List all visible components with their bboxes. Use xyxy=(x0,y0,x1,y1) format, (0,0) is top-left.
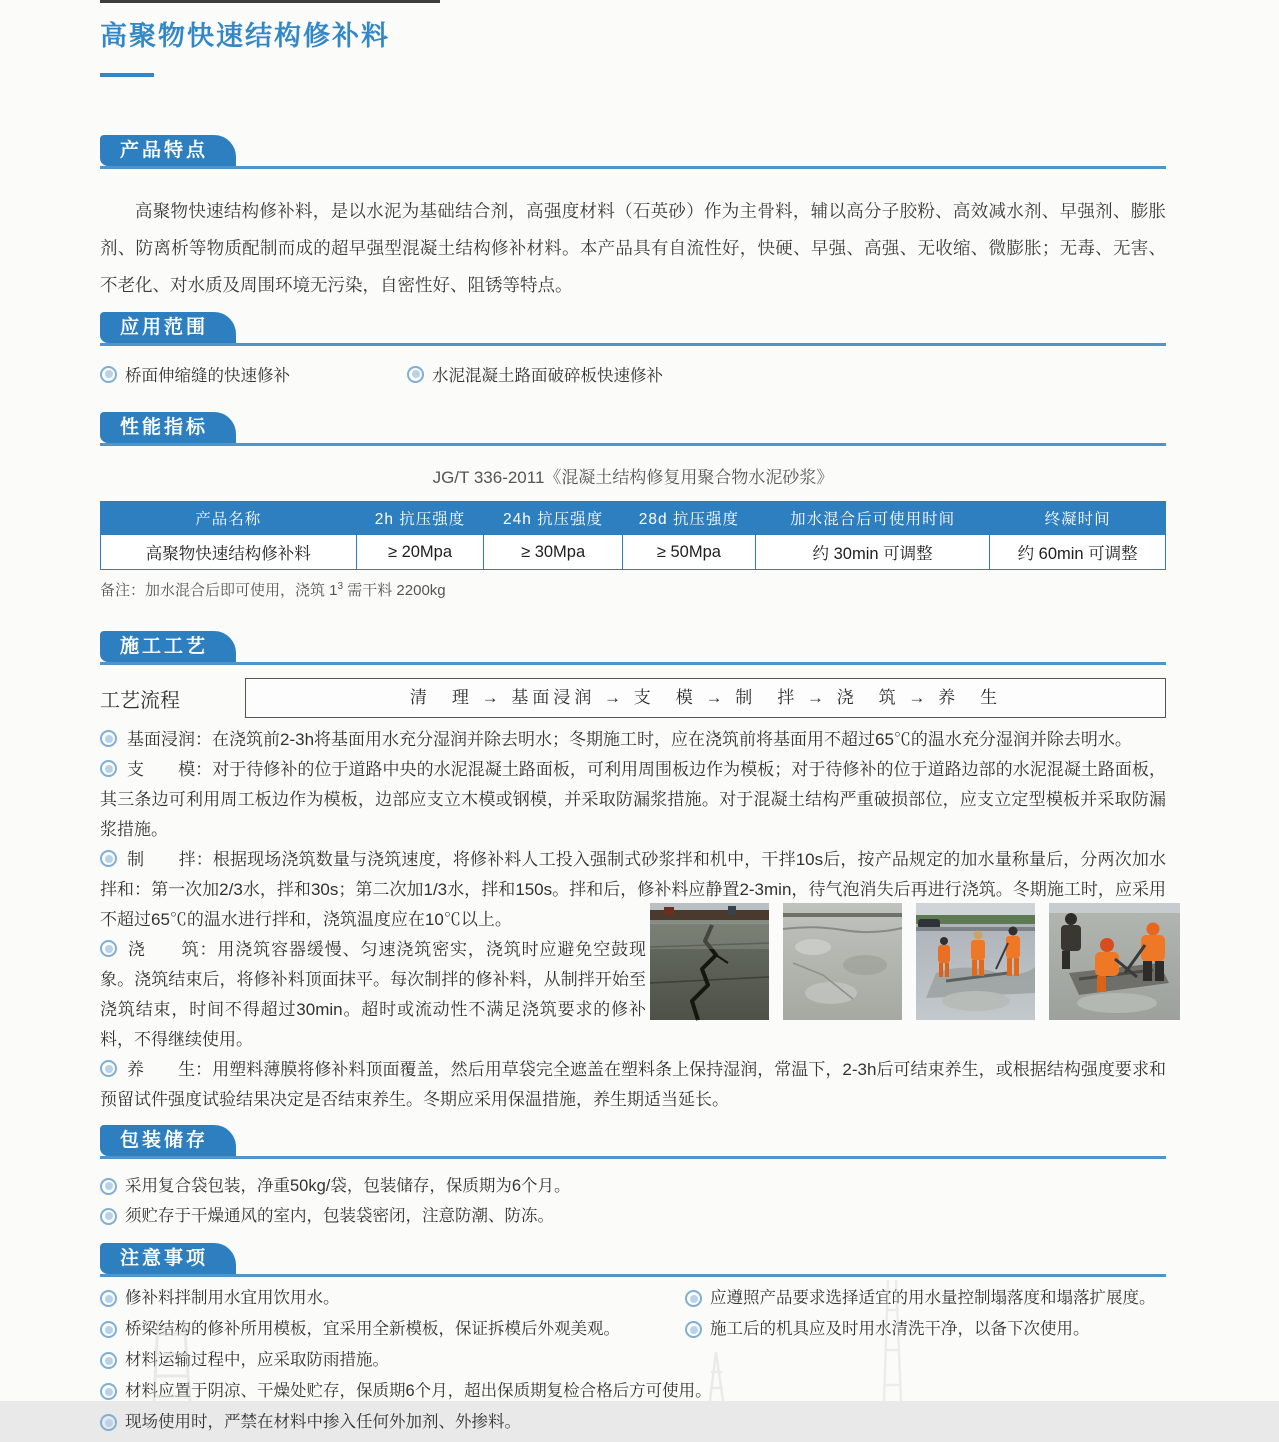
cell-final-set-time: 约 60min 可调整 xyxy=(990,535,1166,570)
col-header-28d-strength: 28d 抗压强度 xyxy=(622,502,755,535)
ring-bullet-icon xyxy=(100,366,117,383)
process-step-text: 支 模：对于待修补的位于道路中央的水泥混凝土路面板，可利用周围板边作为模板；对于待修补的位于道路边部的水泥混凝土路面板，其三条边可利用周工板边作为模板，边部应支立木模或钢模，并采取防漏浆措施。对于混凝土结构严重破损部位，应支立定型模板并采取防漏浆措施。 xyxy=(100,760,1166,839)
section-tab-features: 产品特点 xyxy=(100,135,236,166)
packaging-item-label: 须贮存于干燥通风的室内，包装袋密闭，注意防潮、防冻。 xyxy=(125,1207,554,1225)
cell-28d-strength: ≥ 50Mpa xyxy=(622,535,755,570)
cell-product-name: 高聚物快速结构修补料 xyxy=(101,535,357,570)
section-tab-performance: 性能指标 xyxy=(100,412,236,443)
application-item-label: 桥面伸缩缝的快速修补 xyxy=(125,367,290,385)
ring-bullet-icon xyxy=(100,1321,117,1338)
cell-usable-time: 约 30min 可调整 xyxy=(755,535,989,570)
notes-columns xyxy=(100,1287,1166,1433)
list-item xyxy=(100,1171,1166,1201)
note-item-label: 现场使用时，严禁在材料中掺入任何外加剂、外掺料。 xyxy=(125,1413,521,1431)
ring-bullet-icon xyxy=(100,1383,117,1400)
table-note xyxy=(100,579,1166,600)
list-item xyxy=(685,1287,1156,1309)
col-header-product-name: 产品名称 xyxy=(101,502,357,535)
table-note-suffix: 需干料 2200kg xyxy=(343,582,446,599)
ring-bullet-icon xyxy=(100,940,117,957)
process-step-pouring xyxy=(100,935,646,1055)
col-header-24h-strength: 24h 抗压强度 xyxy=(484,502,622,535)
title-underline xyxy=(100,73,154,77)
process-step-text: 制 拌：根据现场浇筑数量与浇筑速度，将修补料人工投入强制式砂浆拌和机中，干拌10s后，按产品规定的加水量称量后，分两次加水拌和：第一次加2/3水，拌和30s；第二次加1/3水，拌和150s。拌和后，修补料应静置2-3min，待气泡消失后再进行浇筑。冬期施工时，应采用不超过65℃的温水进行拌和，浇筑温度应在10℃以上。 xyxy=(100,850,1166,929)
watermark-sketch xyxy=(140,1320,210,1401)
process-flow-row xyxy=(100,678,1166,718)
process-step-text: 养 生：用塑料薄膜将修补料顶面覆盖，然后用草袋完全遮盖在塑料条上保持湿润，常温下，2-3h后可结束养生，或根据结构强度要求和预留试件强度试验结果决定是否结束养生。冬期应采用保温措施，养生期适当延长。 xyxy=(100,1060,1166,1109)
section-header-process xyxy=(100,631,1166,665)
ring-bullet-icon xyxy=(685,1290,702,1307)
cracked-pavement-photo xyxy=(650,903,769,1020)
ring-bullet-icon xyxy=(100,1290,117,1307)
section-header-applications xyxy=(100,312,1166,346)
notes-right-column xyxy=(685,1287,1156,1349)
ring-bullet-icon xyxy=(100,730,117,747)
performance-table-header-row xyxy=(101,502,1166,535)
performance-table xyxy=(100,501,1166,570)
section-tab-applications: 应用范围 xyxy=(100,312,236,343)
process-step-soaking xyxy=(100,725,1166,755)
list-item xyxy=(100,1201,1166,1231)
note-item-label: 应遵照产品要求选择适宜的用水量控制塌落度和塌落扩展度。 xyxy=(710,1289,1156,1307)
ring-bullet-icon xyxy=(100,1352,117,1369)
list-item xyxy=(100,1380,1166,1402)
applications-list xyxy=(100,362,1166,386)
note-item-label: 施工后的机具应及时用水清洗干净，以备下次使用。 xyxy=(710,1320,1090,1338)
standard-reference: JG/T 336-2011《混凝土结构修复用聚合物水泥砂浆》 xyxy=(432,468,834,487)
table-note-prefix: 备注：加水混合后即可使用，浇筑 1 xyxy=(100,582,338,599)
packaging-list xyxy=(100,1171,1166,1231)
ring-bullet-icon xyxy=(100,850,117,867)
page-title: 高聚物快速结构修补料 xyxy=(100,21,390,51)
section-header-packaging xyxy=(100,1125,1166,1159)
cell-2h-strength: ≥ 20Mpa xyxy=(356,535,484,570)
application-item xyxy=(407,362,663,386)
section-header-features xyxy=(100,135,1166,169)
col-header-2h-strength: 2h 抗压强度 xyxy=(356,502,484,535)
process-step-text: 基面浸润：在浇筑前2-3h将基面用水充分湿润并除去明水；冬期施工时，应在浇筑前将基面用不超过65℃的温水充分湿润并除去明水。 xyxy=(127,730,1132,749)
note-item-label: 桥梁结构的修补所用模板，宜采用全新模板，保证拆模后外观美观。 xyxy=(125,1320,620,1338)
construction-photo-strip xyxy=(650,903,1166,1020)
process-flow-label: 工艺流程 xyxy=(100,689,180,712)
road-repair-workers-photo xyxy=(916,903,1035,1020)
page-content xyxy=(100,0,1166,1442)
section-tab-process: 施工工艺 xyxy=(100,631,236,662)
col-header-usable-time: 加水混合后可使用时间 xyxy=(755,502,989,535)
concrete-surface-photo xyxy=(783,903,902,1020)
ring-bullet-icon xyxy=(100,1178,117,1195)
list-item xyxy=(100,1411,1166,1433)
features-paragraph: 高聚物快速结构修补料，是以水泥为基础结合剂，高强度材料（石英砂）作为主骨料，辅以高分子胶粉、高效减水剂、早强剂、膨胀剂、防离析等物质配制而成的超早强型混凝土结构修补材料。本产品具有自流性好，快硬、早强、高强、无收缩、微膨胀；无毒、无害、不老化、对水质及周围环境无污染，自密性好、阻锈等特点。 xyxy=(100,201,1166,295)
list-item xyxy=(685,1318,1156,1340)
application-item xyxy=(100,362,407,386)
table-row xyxy=(101,535,1166,570)
col-header-final-set-time: 终凝时间 xyxy=(990,502,1166,535)
note-item-label: 材料运输过程中，应采取防雨措施。 xyxy=(125,1351,389,1369)
packaging-item-label: 采用复合袋包装，净重50kg/袋，包装储存，保质期为6个月。 xyxy=(125,1177,571,1195)
watermark-sketch xyxy=(696,1352,736,1401)
process-steps xyxy=(100,725,1166,1115)
process-step-text: 浇 筑：用浇筑容器缓慢、匀速浇筑密实，浇筑时应避免空鼓现象。浇筑结束后，将修补料顶面抹平。每次制拌的修补料，从制拌开始至浇筑结束，时间不得超过30min。超时或流动性不满足浇筑要求的修补料，不得继续使用。 xyxy=(100,940,646,1049)
cell-24h-strength: ≥ 30Mpa xyxy=(484,535,622,570)
section-header-notes xyxy=(100,1243,1166,1277)
process-flow-diagram: 清 理 → 基面浸润 → 支 模 → 制 拌 → 浇 筑 → 养 生 xyxy=(245,678,1166,718)
note-item-label: 修补料拌制用水宜用饮用水。 xyxy=(125,1289,340,1307)
process-step-curing xyxy=(100,1055,1166,1115)
watermark-sketch xyxy=(866,1280,916,1401)
ring-bullet-icon xyxy=(100,760,117,777)
section-header-performance xyxy=(100,412,1166,446)
ring-bullet-icon xyxy=(407,366,424,383)
ring-bullet-icon xyxy=(685,1321,702,1338)
ring-bullet-icon xyxy=(100,1208,117,1225)
section-tab-notes: 注意事项 xyxy=(100,1243,236,1274)
process-step-formwork xyxy=(100,755,1166,845)
ring-bullet-icon xyxy=(100,1414,117,1431)
ring-bullet-icon xyxy=(100,1060,117,1077)
table-note-superscript: 3 xyxy=(337,581,344,592)
application-item-label: 水泥混凝土路面破碎板快速修补 xyxy=(432,367,663,385)
section-tab-packaging: 包装储存 xyxy=(100,1125,236,1156)
list-item xyxy=(100,1349,1166,1371)
note-item-label: 材料应置于阴凉、干燥处贮存，保质期6个月，超出保质期复检合格后方可使用。 xyxy=(125,1382,712,1400)
patching-workers-photo xyxy=(1049,903,1180,1020)
